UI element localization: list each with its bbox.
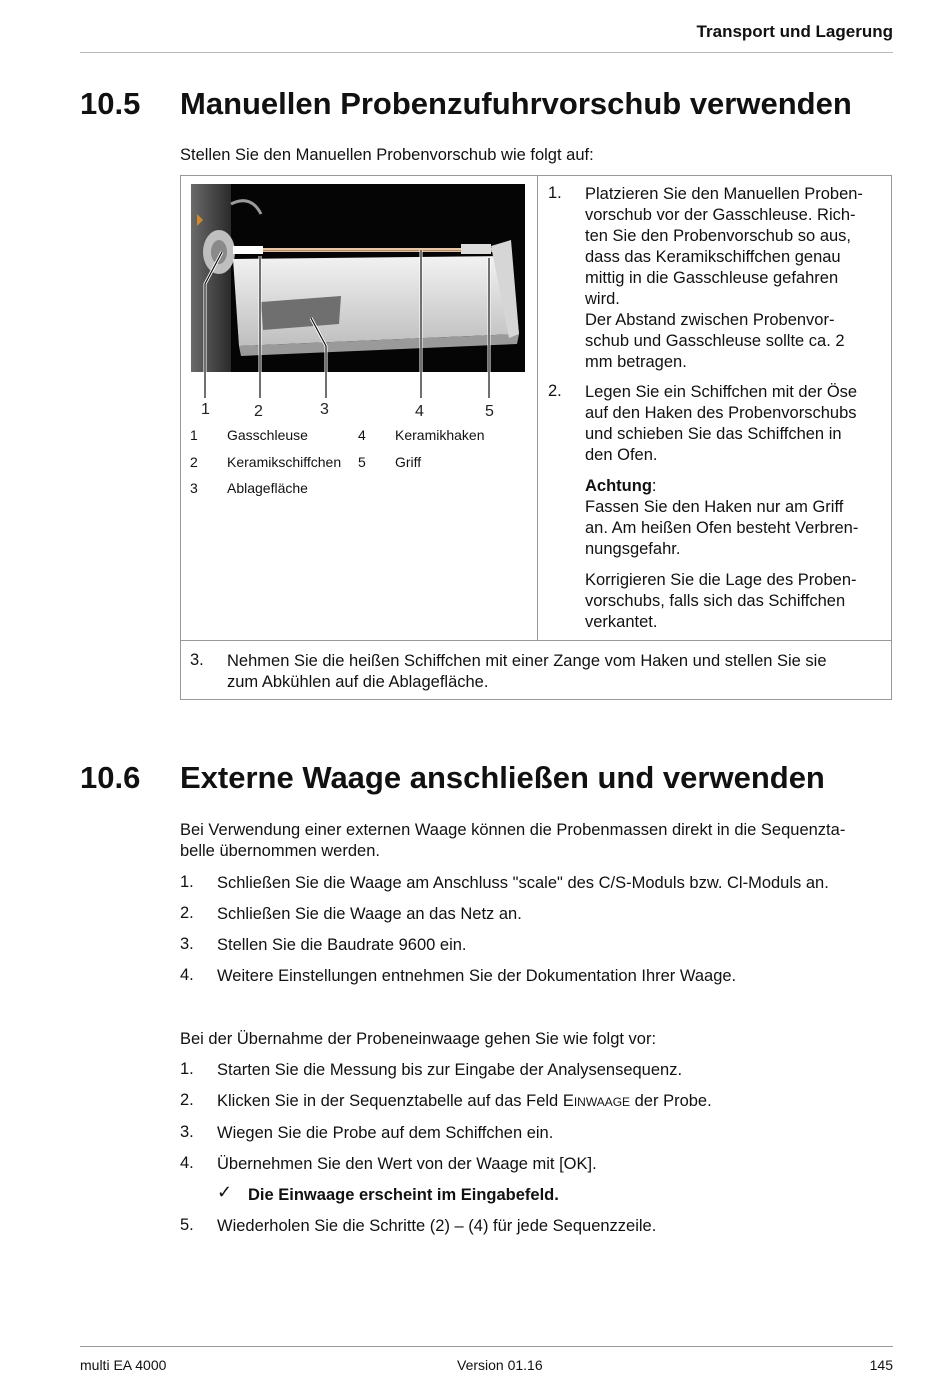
list-number: 3. (180, 935, 194, 953)
list-number: 5. (180, 1216, 194, 1234)
legend-number: 3 (190, 480, 198, 496)
list-number: 4. (180, 966, 194, 984)
text-line: mm betragen. (585, 353, 687, 371)
list-number: 1. (180, 1060, 194, 1078)
procedure-intro: Bei der Übernahme der Probeneinwaage gehen Sie wie folgt vor: (180, 1030, 657, 1048)
text-line: vorschub vor der Gasschleuse. Rich- (585, 206, 856, 224)
step-1-text (585, 184, 863, 373)
list-number: 3. (180, 1123, 194, 1141)
list-item: Stellen Sie die Baudrate 9600 ein. (217, 936, 467, 954)
step-number: 2. (548, 382, 562, 400)
footer-rule (80, 1346, 893, 1347)
list-item: Wiederholen Sie die Schritte (2) – (4) für jede Sequenzzeile. (217, 1217, 657, 1235)
step-3-text (227, 651, 827, 693)
text-line: schub und Gasschleuse sollte ca. 2 (585, 332, 845, 350)
step-number: 3. (190, 651, 204, 669)
text-line: Nehmen Sie die heißen Schiffchen mit einer Zange vom Haken und stellen Sie sie (227, 652, 827, 670)
section-title: Manuellen Probenzufuhrvorschub verwenden (180, 86, 852, 121)
callout-leader-lines (180, 184, 540, 404)
callout-1: 1 (201, 401, 210, 418)
text-line: an. Am heißen Ofen besteht Verbren- (585, 519, 859, 537)
legend-number: 4 (358, 427, 366, 443)
correction-note (585, 570, 857, 633)
checkmark-icon: ✓ (217, 1182, 233, 1202)
legend-number: 1 (190, 427, 198, 443)
text-line: mittig in die Gasschleuse gefahren (585, 269, 839, 287)
legend-label: Ablagefläche (227, 480, 308, 496)
list-item: Weitere Einstellungen entnehmen Sie der Dokumentation Ihrer Waage. (217, 967, 737, 985)
text-line: Fassen Sie den Haken nur am Griff (585, 498, 844, 516)
legend-number: 2 (190, 454, 198, 470)
caution-note (585, 476, 858, 560)
text-line: verkantet. (585, 613, 658, 631)
list-number: 1. (180, 873, 194, 891)
footer-product: multi EA 4000 (80, 1357, 167, 1373)
footer-version: Version 01.16 (457, 1357, 543, 1373)
section-intro: Stellen Sie den Manuellen Probenvorschub wie folgt auf: (180, 146, 594, 164)
caution-colon: : (651, 477, 657, 495)
list-item: Starten Sie die Messung bis zur Eingabe der Analysensequenz. (217, 1061, 683, 1079)
list-number: 2. (180, 904, 194, 922)
callout-4: 4 (415, 403, 424, 420)
text-line: Der Abstand zwischen Probenvor- (585, 311, 835, 329)
header-rule (80, 52, 893, 53)
legend-label: Keramikschiffchen (227, 454, 342, 470)
list-number: 2. (180, 1091, 194, 1109)
legend-label: Gasschleuse (227, 427, 308, 443)
table-row-divider (180, 640, 892, 641)
text-line: Platzieren Sie den Manuellen Proben- (585, 185, 863, 203)
caution-heading (585, 476, 858, 497)
text-line: wird. (585, 290, 620, 308)
text-line: Bei Verwendung einer externen Waage können die Probenmassen direkt in die Sequenzta- (180, 821, 846, 839)
text-line: und schieben Sie das Schiffchen in (585, 425, 842, 443)
list-item (217, 1091, 712, 1112)
list-item: Schließen Sie die Waage am Anschluss "scale" des C/S-Moduls bzw. Cl-Moduls an. (217, 874, 829, 892)
legend-number: 5 (358, 454, 366, 470)
step-number: 1. (548, 184, 562, 202)
list-item: Wiegen Sie die Probe auf dem Schiffchen ein. (217, 1124, 554, 1142)
text-line: belle übernommen werden. (180, 842, 380, 860)
text-line: auf den Haken des Probenvorschubs (585, 404, 857, 422)
text-line: Korrigieren Sie die Lage des Proben- (585, 571, 857, 589)
text-line: vorschubs, falls sich das Schiffchen (585, 592, 846, 610)
section-number: 10.5 (80, 86, 141, 121)
callout-2: 2 (254, 403, 263, 420)
list-number: 4. (180, 1154, 194, 1172)
text-line: nungsgefahr. (585, 540, 681, 558)
legend-label: Keramikhaken (395, 427, 485, 443)
page-number: 145 (869, 1357, 893, 1373)
legend-label: Griff (395, 454, 422, 470)
field-name: Einwaage (562, 1092, 631, 1110)
text-fragment: der Probe. (630, 1092, 712, 1110)
text-line: Legen Sie ein Schiffchen mit der Öse (585, 383, 858, 401)
text-line: dass das Keramikschiffchen genau (585, 248, 841, 266)
section-number: 10.6 (80, 760, 141, 795)
text-line: ten Sie den Probenvorschub so aus, (585, 227, 852, 245)
running-header: Transport und Lagerung (696, 22, 893, 41)
callout-5: 5 (485, 403, 494, 420)
text-fragment: Klicken Sie in der Sequenztabelle auf das Feld (217, 1092, 563, 1110)
text-line: den Ofen. (585, 446, 658, 464)
text-line: zum Abkühlen auf die Ablagefläche. (227, 673, 489, 691)
result-text: Die Einwaage erscheint im Eingabefeld. (248, 1186, 559, 1204)
section-title: Externe Waage anschließen und verwenden (180, 760, 825, 795)
step-2-text (585, 382, 857, 466)
list-item: Schließen Sie die Waage an das Netz an. (217, 905, 522, 923)
caution-label: Achtung (585, 477, 652, 495)
list-item: Übernehmen Sie den Wert von der Waage mit [OK]. (217, 1155, 597, 1173)
section-intro (180, 820, 845, 862)
callout-3: 3 (320, 401, 329, 418)
